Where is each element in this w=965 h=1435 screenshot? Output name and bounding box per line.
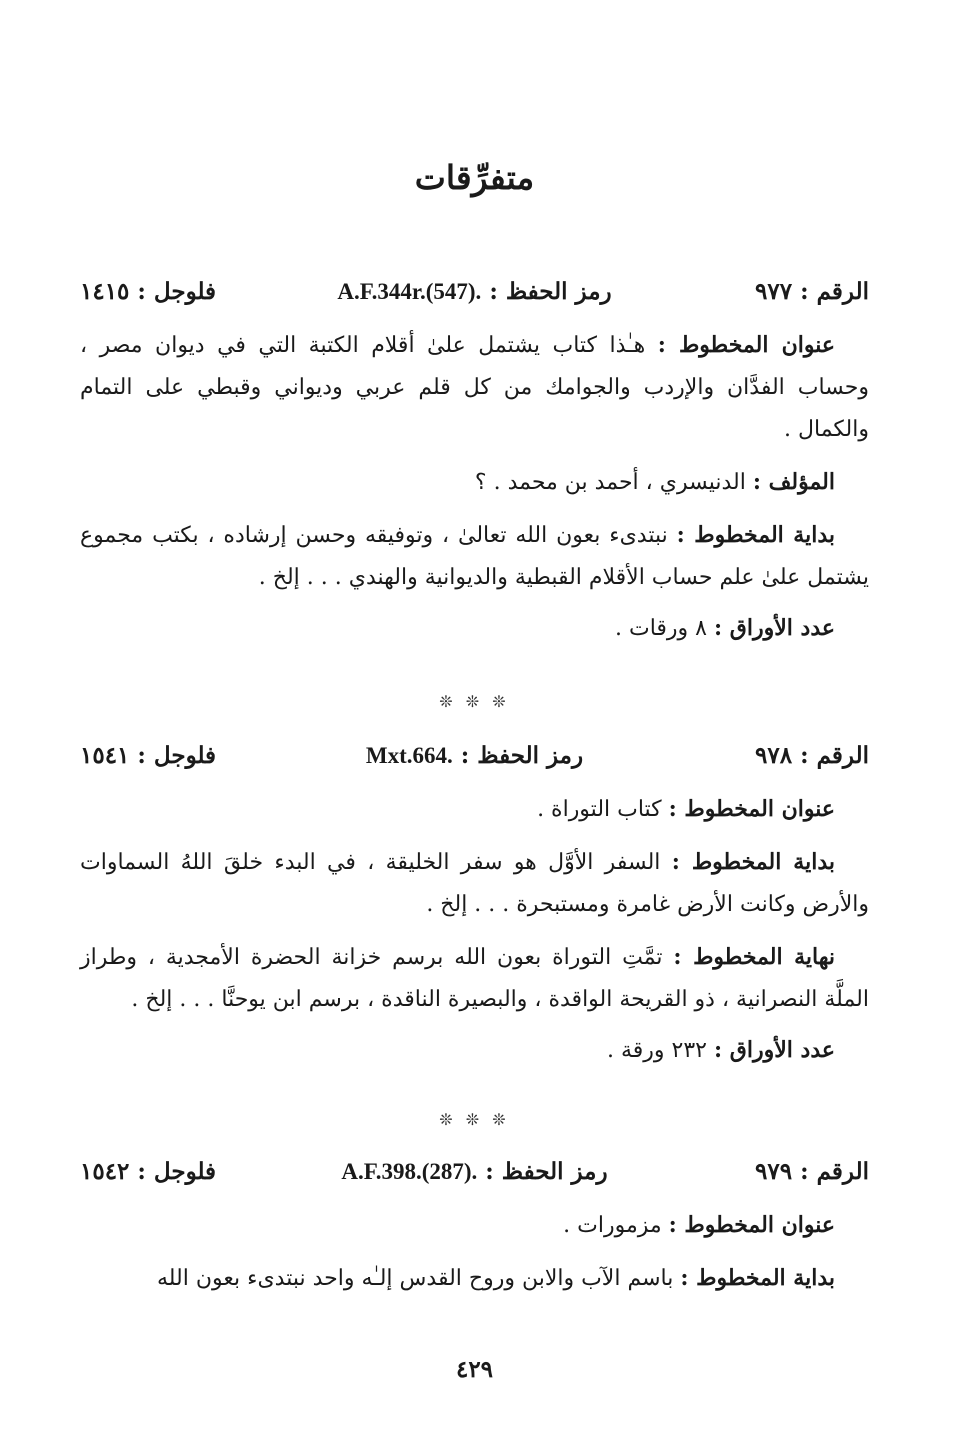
entry-meta-line <box>80 1152 869 1192</box>
leaves-paragraph <box>80 607 869 650</box>
title-label: عنوان المخطوط : <box>668 1212 835 1238</box>
beginning-paragraph <box>80 1257 869 1300</box>
end-label: نهاية المخطوط : <box>673 944 835 970</box>
section-title: متفرِّقات <box>414 158 535 197</box>
entry-number: الرقم : ٩٧٨ <box>755 742 869 769</box>
author-label: المؤلف : <box>752 469 835 495</box>
entry-meta-line <box>80 272 869 312</box>
title-label: عنوان المخطوط : <box>657 332 835 358</box>
shelf-code: A.F.344r.(547). <box>337 279 482 304</box>
author-paragraph <box>80 461 869 504</box>
shelf-mark <box>250 272 699 312</box>
beginning-label: بداية المخطوط : <box>680 1265 835 1291</box>
separator-stars: ❊ ❊ ❊ <box>439 1110 510 1129</box>
beginning-text: السفر الأوَّل هو سفر الخليقة ، في البدء خلقَ اللهُ السماوات والأرض وكانت الأرض غامرة ومستبحرة . . . إلخ . <box>80 850 869 917</box>
page-number: ٤٢٩ <box>455 1356 494 1383</box>
beginning-paragraph <box>80 514 869 599</box>
shelf-label: رمز الحفظ : <box>452 742 584 769</box>
flugel-number: فلوجل : ١٤١٥ <box>80 278 217 305</box>
end-paragraph <box>80 936 869 1021</box>
title-paragraph <box>80 1204 869 1247</box>
shelf-label: رمز الحفظ : <box>477 1158 608 1185</box>
beginning-text: نبتدىء بعون الله تعالىٰ ، وتوفيقه وحسن إرشاده ، بكتب مجموع يشتمل علىٰ علم حساب الأقلام القبطية والديوانية والهندي . . . إلخ . <box>80 523 869 590</box>
title-paragraph <box>80 324 869 451</box>
leaves-text: ٨ ورقات . <box>615 616 714 641</box>
shelf-code: Mxt.664. <box>365 743 453 768</box>
leaves-paragraph <box>80 1029 869 1072</box>
separator-stars: ❊ ❊ ❊ <box>439 692 510 711</box>
end-text: تمَّتِ التوراة بعون الله برسم خزانة الحضرة الأمجدية ، وطراز الملَّة النصرانية ، ذو القريحة الواقدة ، والبصيرة الناقدة ، برسم ابن يوحنَّا . . . إلخ . <box>80 945 869 1012</box>
leaves-text: ٢٣٢ ورقة . <box>607 1038 714 1063</box>
beginning-label: بداية المخطوط : <box>671 849 835 875</box>
shelf-mark <box>250 736 699 776</box>
beginning-label: بداية المخطوط : <box>676 522 835 548</box>
manuscript-entry-979 <box>80 1152 869 1300</box>
title-paragraph <box>80 788 869 831</box>
document-page <box>80 0 869 1435</box>
entry-number: الرقم : ٩٧٧ <box>755 278 869 305</box>
entry-number: الرقم : ٩٧٩ <box>755 1158 869 1185</box>
title-label: عنوان المخطوط : <box>668 796 835 822</box>
flugel-number: فلوجل : ١٥٤٢ <box>80 1158 217 1185</box>
author-text: الدنيسري ، أحمد بن محمد . ؟ <box>474 470 753 495</box>
entry-meta-line <box>80 736 869 776</box>
manuscript-entry-977 <box>80 272 869 650</box>
title-text: مزمورات . <box>563 1213 669 1238</box>
flugel-number: فلوجل : ١٥٤١ <box>80 742 217 769</box>
beginning-text: باسم الآب والابن وروح القدس إلـٰه واحد نبتدىء بعون الله <box>156 1266 681 1291</box>
title-text: هـٰذا كتاب يشتمل علىٰ أقلام الكتبة التي في ديوان مصر ، وحساب الفدَّان والإردب والجوامك من كل قلم عربي وديواني وقبطي على التمام والكمال . <box>80 333 869 442</box>
beginning-paragraph <box>80 841 869 926</box>
shelf-code: A.F.398.(287). <box>341 1159 478 1184</box>
title-text: كتاب التوراة . <box>537 797 669 822</box>
shelf-mark <box>250 1152 699 1192</box>
leaves-label: عدد الأوراق : <box>714 1037 835 1063</box>
manuscript-entry-978 <box>80 736 869 1072</box>
leaves-label: عدد الأوراق : <box>714 615 835 641</box>
shelf-label: رمز الحفظ : <box>481 278 612 305</box>
